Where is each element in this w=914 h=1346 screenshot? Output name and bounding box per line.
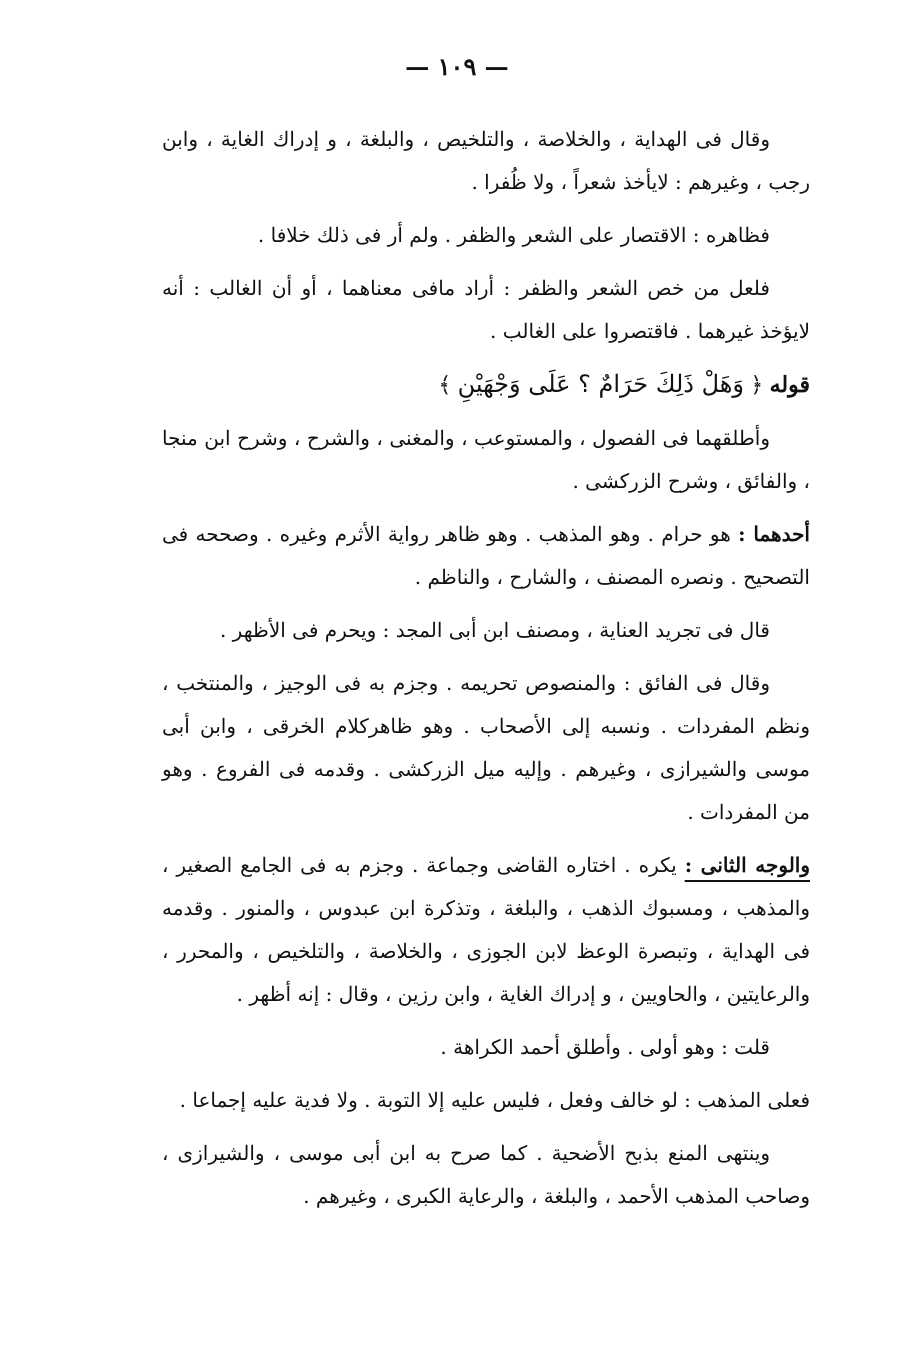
paragraph-6: قال فى تجريد العناية ، ومصنف ابن أبى المجد : ويحرم فى الأظهر . [219,618,770,642]
paragraph-1: وقال فى الهداية ، والخلاصة ، والتلخيص ، والبلغة ، و إدراك الغاية ، وابن رجب ، وغيرهم : لايأخذ شعراً ، ولا ظُفرا . [162,127,810,194]
paragraph-8 [162,844,810,1016]
body-text [162,118,810,1228]
verse-lead-word: قوله [769,372,810,398]
paragraph-lead: أحدهما : [738,522,810,546]
paragraph-4: وأطلقهما فى الفصول ، والمستوعب ، والمغنى ، والشرح ، وشرح ابن منجا ، والفائق ، وشرح الزركشى . [162,426,810,493]
paragraph-7: وقال فى الفائق : والمنصوص تحريمه . وجزم به فى الوجيز ، والمنتخب ، ونظم المفردات . ونسبه إلى الأصحاب . وهو ظاهركلام الخرقى ، وابن أبى موسى والشيرازى ، وغيرهم . وإليه ميل الزركشى . وقدمه فى الفروع . وهو من المفردات . [162,671,810,824]
paragraph-3: فلعل من خص الشعر والظفر : أراد مافى معناهما ، أو أن الغالب : أنه لايؤخذ غيرهما . فاقتصروا على الغالب . [162,276,810,343]
paragraph-body: هو حرام . وهو المذهب . وهو ظاهر رواية الأثرم وغيره . وصححه فى التصحيح . ونصره المصنف ، والشارح ، والناظم . [162,522,810,589]
paragraph-2: فظاهره : الاقتصار على الشعر والظفر . ولم أر فى ذلك خلافا . [257,223,770,247]
paragraph-body: يكره . اختاره القاضى وجماعة . وجزم به فى الجامع الصغير ، والمذهب ، ومسبوك الذهب ، والبلغة ، وتذكرة ابن عبدوس ، والمنور . وقدمه فى الهداية ، وتبصرة الوعظ لابن الجوزى ، والخلاصة ، والتلخيص ، والمحرر ، والرعايتين ، والحاويين ، و إدراك الغاية ، وابن رزين ، وقال : إنه أظهر . [162,853,810,1006]
quoted-verse-line [162,363,810,407]
verse-close-bracket: ﴾ [438,373,452,398]
quoted-verse: وَهَلْ ذَلِكَ حَرَامٌ ؟ عَلَى وَجْهَيْنِ [457,370,744,398]
paragraph-5 [162,513,810,599]
page-number: — ١٠٩ — [405,52,509,81]
paragraph-lead: والوجه الثانى : [684,853,811,877]
paragraph-10: فعلى المذهب : لو خالف وفعل ، فليس عليه إلا التوبة . ولا فدية عليه إجماعا . [179,1088,810,1112]
paragraph-11: وينتهى المنع بذبح الأضحية . كما صرح به ابن أبى موسى ، والشيرازى ، وصاحب المذهب الأحمد ، والبلغة ، والرعاية الكبرى ، وغيرهم . [162,1141,810,1208]
paragraph-9: قلت : وهو أولى . وأطلق أحمد الكراهة . [440,1035,770,1059]
verse-open-bracket: ﴿ [750,373,764,398]
